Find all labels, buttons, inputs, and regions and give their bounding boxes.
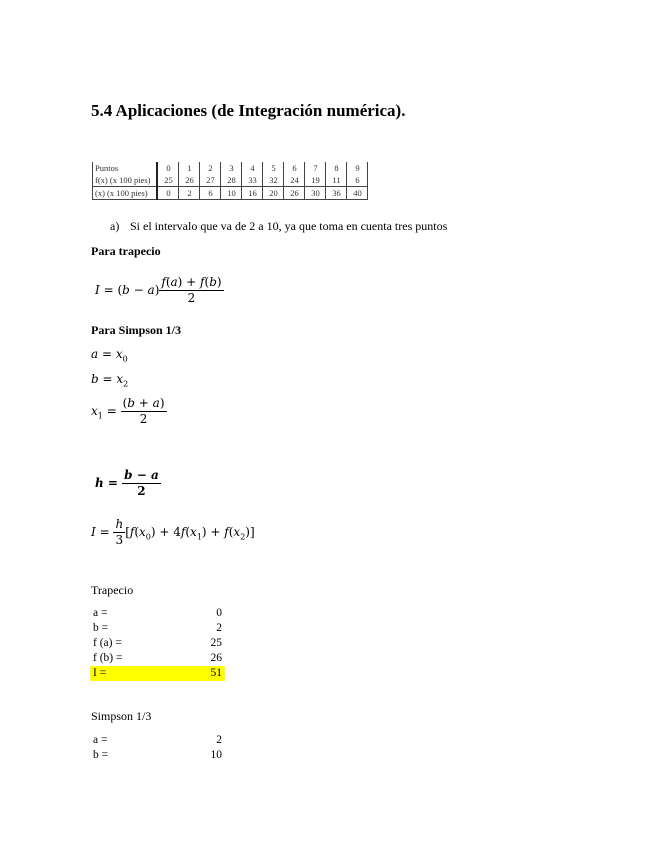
cell: 4 — [242, 162, 263, 174]
trapecio-heading: Para trapecio — [91, 244, 161, 258]
cell-value: 0 — [216, 607, 222, 619]
cell-value: 10 — [210, 749, 222, 761]
cell: 11 — [326, 174, 347, 187]
cell: 36 — [326, 187, 347, 200]
cell: 25 — [157, 174, 179, 187]
cell: 33 — [242, 174, 263, 187]
cell: 16 — [242, 187, 263, 200]
cell: 32 — [263, 174, 284, 187]
cell: 5 — [263, 162, 284, 174]
cell-key: b = — [93, 622, 109, 634]
cell: 9 — [347, 162, 368, 174]
cell: 2 — [179, 187, 200, 200]
cell: 27 — [200, 174, 221, 187]
cell: 0 — [157, 187, 179, 200]
trapecio-table — [90, 606, 225, 681]
table-row — [90, 606, 225, 621]
result-row-highlighted — [90, 666, 225, 681]
cell: 6 — [284, 162, 305, 174]
data-table-row-fx — [93, 174, 368, 187]
row-label: (x) (x 100 pies) — [93, 187, 158, 200]
row-label: Puntos — [93, 162, 158, 174]
simpson-section-title: Simpson 1/3 — [91, 709, 152, 723]
data-table — [92, 162, 368, 200]
cell: 1 — [179, 162, 200, 174]
table-row — [90, 621, 225, 636]
cell: 6 — [200, 187, 221, 200]
cell-key: a = — [93, 734, 108, 746]
formula-step-h: h = $\frac{b - a}{2}$ — [95, 468, 159, 498]
simpson-formula: I = $\frac{h}{3}$ $[f(x_0) + 4f(x_1) + f(x_2)]$ — [91, 517, 255, 547]
simpson-table — [90, 733, 225, 763]
cell-key: f (a) = — [93, 637, 122, 649]
cell-key: a = — [93, 607, 108, 619]
row-label: f(x) (x 100 pies) — [93, 174, 158, 187]
cell: 20 — [263, 187, 284, 200]
table-row — [90, 733, 225, 748]
cell: 40 — [347, 187, 368, 200]
list-text: Si el intervalo que va de 2 a 10, ya que toma en cuenta tres puntos — [130, 219, 448, 233]
page-heading: 5.4 Aplicaciones (de Integración numérica). — [91, 101, 406, 120]
cell-key: I = — [90, 666, 166, 681]
cell-key: f (b) = — [93, 652, 123, 664]
cell: 7 — [305, 162, 326, 174]
formula-b-eq-x2: $b = x_2$ — [91, 372, 129, 389]
cell: 28 — [221, 174, 242, 187]
cell: 6 — [347, 174, 368, 187]
data-table-row-points — [93, 162, 368, 174]
cell-value: 2 — [216, 622, 222, 634]
cell: 8 — [326, 162, 347, 174]
cell: 0 — [157, 162, 179, 174]
simpson-heading: Para Simpson 1/3 — [91, 323, 182, 337]
table-row — [90, 651, 225, 666]
formula-x1-midpoint: $x_1$ = $\frac{(b + a)}{2}$ — [91, 396, 165, 426]
cell-value: 2 — [216, 734, 222, 746]
cell: 3 — [221, 162, 242, 174]
cell: 2 — [200, 162, 221, 174]
list-marker: a) — [110, 219, 120, 233]
cell: 26 — [179, 174, 200, 187]
cell: 10 — [221, 187, 242, 200]
cell-value: 26 — [210, 652, 222, 664]
cell-value: 51 — [166, 666, 225, 681]
table-row — [90, 748, 225, 763]
cell-key: b = — [93, 749, 109, 761]
list-item-a — [110, 219, 447, 234]
cell-value: 25 — [210, 637, 222, 649]
data-table-row-x — [93, 187, 368, 200]
cell: 26 — [284, 187, 305, 200]
trapecio-section-title: Trapecio — [91, 583, 134, 597]
table-row — [90, 636, 225, 651]
trapezoid-formula: I = (b − a) $\frac{f(a) + f(b)}{2}$ — [95, 275, 222, 305]
cell: 30 — [305, 187, 326, 200]
cell: 19 — [305, 174, 326, 187]
cell: 24 — [284, 174, 305, 187]
formula-a-eq-x0: $a = x_0$ — [91, 347, 128, 364]
